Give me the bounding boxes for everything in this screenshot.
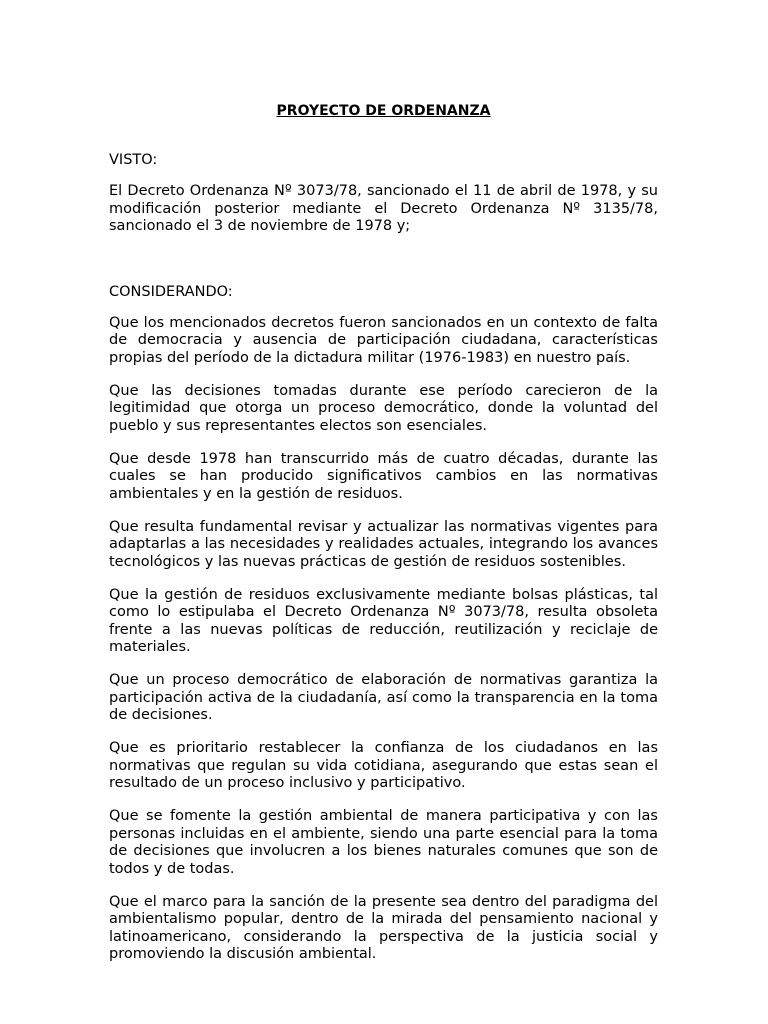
considerando-paragraph-2: Que las decisiones tomadas durante ese período carecieron de la legitimidad que otorga un proceso democrático, donde la voluntad del pueblo y sus representantes electos son esenciales. <box>109 382 658 434</box>
considerando-paragraph-4: Que resulta fundamental revisar y actualizar las normativas vigentes para adaptarlas a las necesidades y realidades actuales, integrando los avances tecnológicos y las nuevas prácticas de gestión de residuos sostenibles. <box>109 518 658 570</box>
considerando-paragraph-5: Que la gestión de residuos exclusivamente mediante bolsas plásticas, tal como lo estipulaba el Decreto Ordenanza Nº 3073/78, resulta obsoleta frente a las nuevas políticas de reducción, reutilización y reciclaje de materiales. <box>109 586 658 655</box>
considerando-heading: CONSIDERANDO: <box>109 283 233 300</box>
visto-paragraph: El Decreto Ordenanza Nº 3073/78, sancionado el 11 de abril de 1978, y su modificación posterior mediante el Decreto Ordenanza Nº 3135/78, sancionado el 3 de noviembre de 1978 y; <box>109 183 658 234</box>
document-body <box>109 101 658 964</box>
considerando-paragraph-1: Que los mencionados decretos fueron sancionados en un contexto de falta de democracia y ausencia de participación ciudadana, características propias del período de la dictadura militar (1976-1983) en nuestro país. <box>109 314 658 366</box>
considerando-paragraph-3: Que desde 1978 han transcurrido más de cuatro décadas, durante las cuales se han producido significativos cambios en las normativas ambientales y en la gestión de residuos. <box>109 450 658 502</box>
considerando-paragraph-8: Que se fomente la gestión ambiental de manera participativa y con las personas incluidas en el ambiente, siendo una parte esencial para la toma de decisiones que involucren a los bienes naturales comunes que son de todos y de todas. <box>109 808 658 877</box>
considerando-paragraph-7: Que es prioritario restablecer la confianza de los ciudadanos en las normativas que regulan su vida cotidiana, asegurando que estas sean el resultado de un proceso inclusivo y participativo. <box>109 740 658 791</box>
visto-heading: VISTO: <box>109 152 158 168</box>
document-title: PROYECTO DE ORDENANZA <box>276 103 491 119</box>
considerando-paragraph-9: Que el marco para la sanción de la presente sea dentro del paradigma del ambientalismo popular, dentro de la mirada del pensamiento nacional y latinoamericano, considerando la perspectiva de la justicia social y promoviendo la discusión ambiental. <box>109 893 658 962</box>
considerando-paragraph-6: Que un proceso democrático de elaboración de normativas garantiza la participación activa de la ciudadanía, así como la transparencia en la toma de decisiones. <box>109 672 658 723</box>
